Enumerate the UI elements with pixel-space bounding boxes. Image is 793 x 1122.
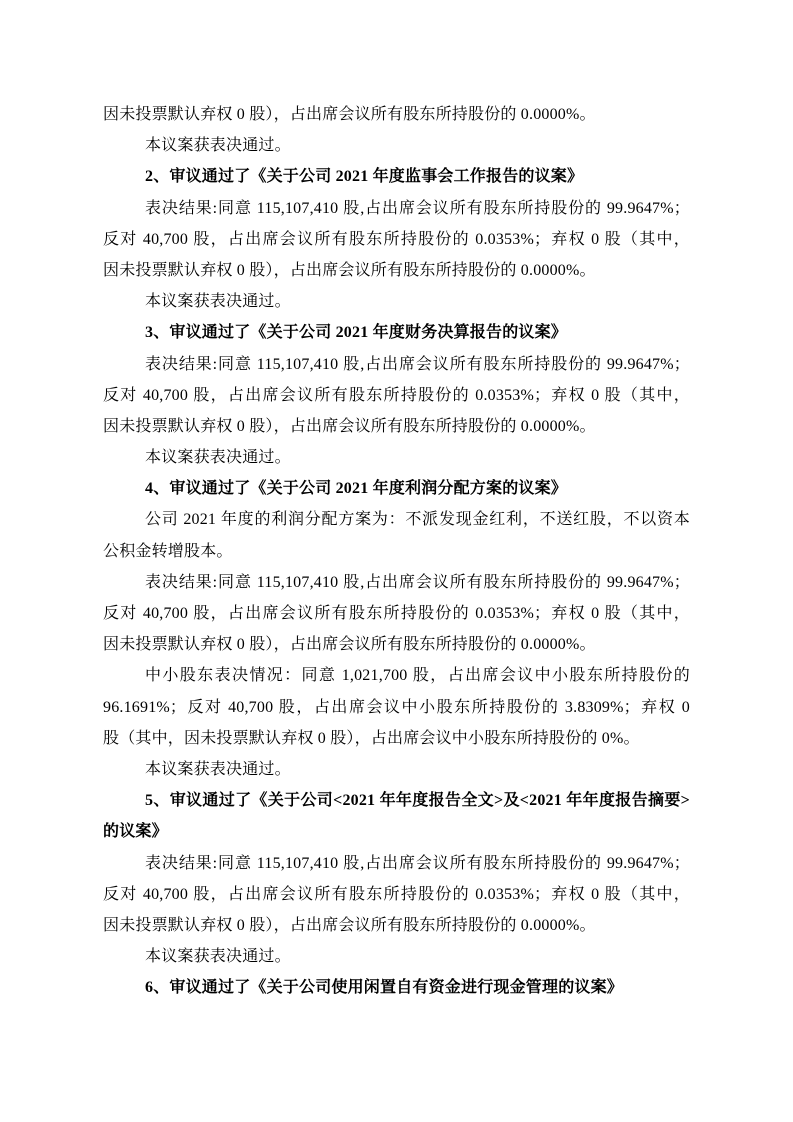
body-text-line: 本议案获表决通过。: [145, 948, 291, 966]
body-text-line: 表决结果:同意 115,107,410 股,占出席会议所有股东所持股份的 99.9647%；: [145, 199, 690, 217]
body-text-line: 本议案获表决通过。: [145, 137, 291, 155]
body-text-line: 本议案获表决通过。: [145, 449, 291, 467]
proposal-heading-2: 2、审议通过了《关于公司 2021 年度监事会工作报告的议案》: [145, 168, 584, 186]
body-text-line: 因未投票默认弃权 0 股），占出席会议所有股东所持股份的 0.0000%。: [103, 916, 596, 934]
body-text-line: 因未投票默认弃权 0 股），占出席会议所有股东所持股份的 0.0000%。: [103, 261, 596, 279]
body-text-line: 反对 40,700 股，占出席会议所有股东所持股份的 0.0353%；弃权 0 股（其中，: [103, 230, 690, 248]
body-text-line: 因未投票默认弃权 0 股），占出席会议所有股东所持股份的 0.0000%。: [103, 636, 596, 654]
body-text-line: 股（其中，因未投票默认弃权 0 股），占出席会议中小股东所持股份的 0%。: [103, 729, 640, 747]
body-text-line: 反对 40,700 股，占出席会议所有股东所持股份的 0.0353%；弃权 0 股（其中，: [103, 885, 690, 903]
body-text-line: 本议案获表决通过。: [145, 760, 291, 778]
document-text-block: [103, 99, 690, 1003]
body-text-line: 反对 40,700 股，占出席会议所有股东所持股份的 0.0353%；弃权 0 股（其中，: [103, 386, 690, 404]
body-text-line: 因未投票默认弃权 0 股），占出席会议所有股东所持股份的 0.0000%。: [103, 417, 596, 435]
body-text-line: 表决结果:同意 115,107,410 股,占出席会议所有股东所持股份的 99.9647%；: [145, 573, 690, 591]
body-text-line: 本议案获表决通过。: [145, 293, 291, 311]
body-text-line: 公积金转增股本。: [103, 542, 233, 560]
proposal-heading-5-continued: 的议案》: [103, 823, 168, 841]
proposal-heading-4: 4、审议通过了《关于公司 2021 年度利润分配方案的议案》: [145, 480, 568, 498]
body-text-line: 中小股东表决情况：同意 1,021,700 股，占出席会议中小股东所持股份的: [145, 667, 690, 685]
body-text-line: 表决结果:同意 115,107,410 股,占出席会议所有股东所持股份的 99.9647%；: [145, 355, 690, 373]
body-text-line: 表决结果:同意 115,107,410 股,占出席会议所有股东所持股份的 99.9647%；: [145, 854, 690, 872]
body-text-line: 反对 40,700 股，占出席会议所有股东所持股份的 0.0353%；弃权 0 股（其中，: [103, 605, 690, 622]
body-text-line: 公司 2021 年度的利润分配方案为：不派发现金红利，不送红股，不以资本: [145, 511, 690, 529]
proposal-heading-3: 3、审议通过了《关于公司 2021 年度财务决算报告的议案》: [145, 324, 568, 342]
body-text-line: 96.1691%；反对 40,700 股，占出席会议中小股东所持股份的 3.8309%；弃权 0: [103, 698, 690, 716]
proposal-heading-5: 5、审议通过了《关于公司<2021 年年度报告全文>及<2021 年年度报告摘要>: [145, 792, 690, 810]
proposal-heading-6: 6、审议通过了《关于公司使用闲置自有资金进行现金管理的议案》: [145, 979, 624, 997]
body-text-line: 因未投票默认弃权 0 股），占出席会议所有股东所持股份的 0.0000%。: [103, 106, 596, 123]
